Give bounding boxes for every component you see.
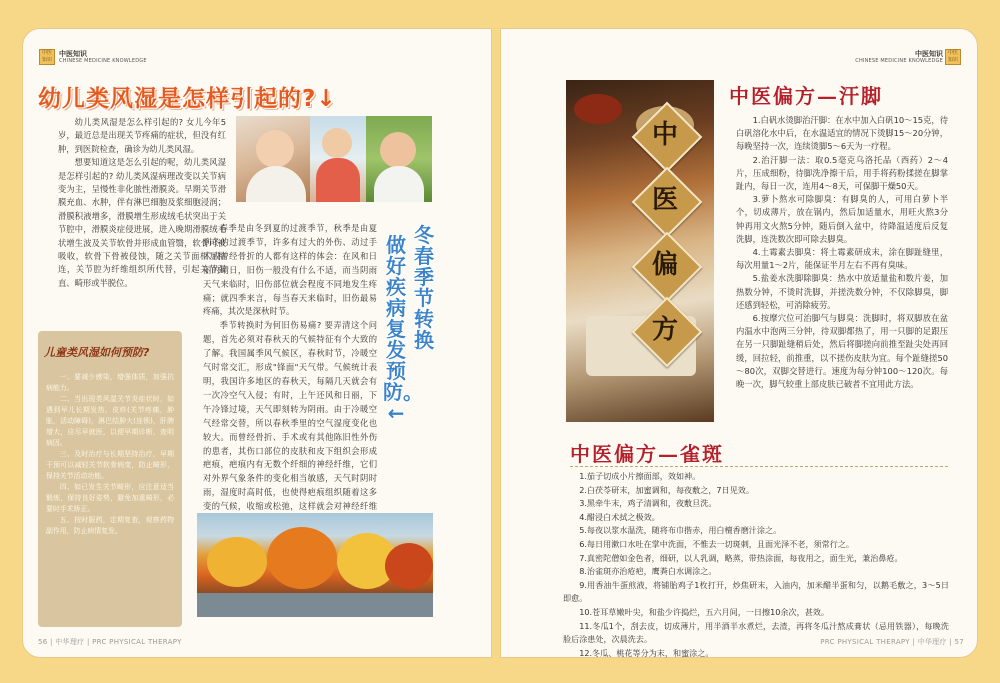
sidebar-paragraph: 二、当出现类风湿关节炎症状时，如遇到早儿长期发热，皮疹(关节疼痛，肿胀，活动障碍)，淋巴结肿大(连锁)，肝脾增大，应尽早就医，以便早期诊断，查明病因。 (46, 395, 174, 447)
child-photo-1 (236, 116, 316, 202)
tree-foliage (267, 527, 337, 589)
face-shape (256, 130, 294, 168)
recipe-item: 9.用香油牛蛋煎液，将铺胎鸡子1枚打开，炒焦研末，入油内，加米醋半蛋和匀，以鹅毛敷之，3～5日即愈。 (563, 579, 949, 604)
shirt-shape (246, 166, 306, 202)
recipe-item: 10.苍耳草嫩叶尖，和盐少许捣烂，五六月间，一日擦10余次，甚效。 (579, 606, 829, 617)
right-page-number: PRC PHYSICAL THERAPY | 中华理疗 | 57 (820, 638, 964, 646)
right-header-logo (945, 49, 961, 65)
sidebar-body (46, 372, 174, 537)
column2-paragraph-2: 季节转换时为何旧伤易痛? 要弄清这个问题，首先必须对春秋天的气候特征有个大致的了解。我国属季风气候区，春秋时节，冷暖空气时常交汇，形成"锋面"天气带。气候统计表明，我国许多地区的春秋天，每隔几天就会有一次冷空气入侵；有时，上午还风和日丽，下午冷锋过境，天气即刻转为阴雨。由于冷暖空气经常交替，所以春秋季里的空气湿度变化也较大。而曾经骨折、手术或有其他陈旧性外伤的患者，其伤口部位的皮肤和皮下组织会形成疤痕，疤痕内有无数个纤细的神经纤维，它们对外界气象条件的变化相当敏感，天气时阴时雨，湿度时高时低，也使得疤痕组织随着这多变的气候，收缩或松弛，这样就会对神经纤维 (203, 320, 377, 512)
sidebar-paragraph: 一、要减少感染，增强体质，加强抗病能力。 (46, 373, 174, 392)
face-shape (322, 128, 352, 158)
recipe-item: 2.白茯苓研末，加蜜调和，每夜敷之，7日见效。 (579, 484, 754, 495)
freckle-recipes (563, 470, 949, 660)
left-header-logo (39, 49, 55, 65)
vertical-title-char: 方 (651, 315, 678, 345)
section-title-sweaty-feet: 中医偏方—汗脚 (729, 84, 883, 108)
tree-foliage (385, 543, 433, 589)
intro-text (58, 116, 226, 290)
recipe-item: 1.白矾水烫脚治汗脚：在水中加入白矾10～15克，待白矾溶化水中后，在水温适宜的情况下烫脚15～20分钟，每晚坚持一次，连续烫脚5～6天为一疗程。 (736, 115, 948, 152)
intro-paragraph-1: 幼儿类风湿是怎么样引起的? 女儿今年5岁，最近总是出现关节疼痛的症状，但没有红肿，到医院检查，确诊为幼儿类风湿。 (58, 117, 226, 154)
recipe-item: 11.冬瓜1个，刮去皮，切成薄片，用半酒半水煮烂，去渣，再将冬瓜汁熬成膏状（忌用铁器），每晚洗脸后涂患处，次晨洗去。 (563, 620, 949, 645)
recipe-item: 7.真密陀僧如金色者，细研，以人乳调，略蒸，带热涂面，每夜用之，面生光，兼治鼻疮。 (579, 552, 903, 563)
slogan-line-2: 做好疾病复发预防。← (383, 233, 423, 425)
recipe-item: 5.盐姜水洗脚除脚臭：热水中放适量盐和数片姜，加热数分钟，不烫时洗脚，并搓洗数分钟，不仅除脚臭，脚还感到轻松，可消除疲劳。 (736, 273, 948, 310)
section-divider (570, 466, 948, 467)
recipe-item: 1.茄子切成小片擦面部，效如神。 (579, 471, 701, 481)
tree-foliage (207, 537, 267, 587)
intro-paragraph-2: 想要知道这是怎么引起的呢，幼儿类风湿是怎样引起的? 幼儿类风湿病理改变以关节病变为主，呈慢性非化脓性滑膜炎。早期关节滑膜充血、水肿，伴有淋巴细胞及浆细胞浸润；滑膜积液增多，滑膜增生形成绒毛状突出于关节腔中，滑膜炎症侵进展，进入晚期滑膜绒毛状增生波及关节软骨并形成血管翳，软骨可被吸收，软骨下骨被侵蚀，随之关节面相互粘连，关节腔为纤维组织所代替，引起关节强直、畸形或半脱位。 (58, 157, 226, 288)
sidebar-paragraph: 五、按时服药，定期复查，观察药物副作用，防止病情复发。 (46, 516, 174, 535)
recipe-item: 6.每日用漱口水吐在掌中洗面，不惟去一切斑刺，且面光泽不老，须常行之。 (579, 538, 855, 549)
left-header-en: CHINESE MEDICINE KNOWLEDGE (59, 58, 147, 64)
vertical-title-char: 医 (651, 185, 678, 215)
recipe-item: 2.治汗脚一法：取0.5毫克乌洛托品（西药）2～4片，压成细粉，待脚洗净擦干后，用手将药粉揉搓在脚掌趾内，每日一次，连用4～8天，可保脚干燥50天。 (736, 154, 948, 192)
article-column-2 (203, 222, 377, 528)
herb-pile (574, 94, 622, 124)
child-photo-3 (366, 116, 432, 202)
child-photo-2 (310, 116, 366, 202)
left-logo-text: 中医知识 (41, 50, 52, 63)
right-header (855, 51, 943, 65)
vertical-title-char: 偏 (651, 250, 678, 280)
slogan (382, 225, 442, 465)
recipe-item: 3.萝卜熬水可除脚臭：有脚臭的人，可用白萝卜半个，切成薄片，放在锅内，然后加适量水，用旺火熬3分钟再用文火熬5分钟，随后倒入盆中，待降温适度后反复洗脚，连洗数次即可除去脚臭。 (736, 194, 948, 244)
right-header-cn: 中医知识 (915, 50, 943, 58)
water-reflection (197, 593, 433, 617)
recipe-item: 4.醋浸白术拭之极效。 (579, 511, 660, 522)
recipe-item: 4.土霉素去脚臭：将土霉素研成末，涂在脚趾缝里，每次用量1～2片，能保证半月左右不再有臭味。 (736, 247, 948, 271)
left-page-number: 56 | 中华理疗 | PRC PHYSICAL THERAPY (38, 638, 182, 646)
sidebar-title: 儿童类风湿如何预防? (44, 346, 150, 359)
recipe-item: 6.按摩穴位可治脚气与脚臭：洗脚时，将双脚放在盆内温水中泡两三分钟，待双脚都热了，用一只脚的足跟压在另一只脚趾缝稍后处，然后将脚搓向前推至趾尖处再回缓，回拉轻，前推重，以不搓伤皮肤为宜。每个趾缝搓50～80次，双脚交替进行。速度为每分钟100～120次。每晚一次，脚气较重上部皮肤已破者不宜用此方法。 (736, 313, 948, 390)
recipe-item: 3.黑牵牛末，鸡子清调和，夜敷旦洗。 (579, 498, 717, 509)
vertical-title-char: 中 (651, 120, 678, 150)
recipe-item: 5.每夜以浆水温洗，随将布巾揩赤，用白檀香磨汁涂之。 (579, 525, 782, 536)
sweaty-feet-recipes (736, 114, 948, 391)
shirt-shape (374, 166, 424, 202)
left-header-cn: 中医知识 (59, 50, 87, 58)
face-shape (380, 132, 416, 168)
prevention-sidebar (38, 331, 182, 627)
sidebar-paragraph: 四、如已发生关节畸形，应注意适当锻炼，保持良好姿势，避免加重畸形，必要时手术矫正。 (46, 483, 174, 513)
recipe-item: 8.治雀斑亦治疮疤，鹰粪白水调涂之。 (579, 566, 717, 577)
section-title-freckles: 中医偏方—雀斑 (570, 442, 724, 466)
slogan-line-1: 冬春季节转换 (414, 223, 434, 352)
column2-paragraph-1: 春季是由冬到夏的过渡季节，秋季是由夏到冬的过渡季节，许多有过大的外伤、动过手术或曾经骨折的人都有这样的体会：在风和日丽的晴日，旧伤一般没有什么不适，而当阴雨天气来临时，旧伤部位就会程度不同地发生疼痛；就四季来言，每当春天来临时，旧伤最易疼痛，其次是深秋时节。 (203, 223, 377, 317)
right-header-en: CHINESE MEDICINE KNOWLEDGE (855, 58, 943, 64)
article-title: 幼儿类风湿是怎样引起的?↓ (38, 86, 337, 112)
left-header (59, 51, 147, 65)
recipe-item: 12.冬瓜、桃花等分为末，和蜜涂之。 (579, 647, 714, 658)
autumn-trees-photo (197, 513, 433, 617)
shirt-shape (316, 158, 360, 202)
right-logo-text: 中医知识 (947, 50, 958, 63)
sidebar-paragraph: 三、及时治疗与长期坚持治疗，早期干预可以减轻关节软骨病变，防止畸形，保持关节活动功能。 (46, 450, 174, 480)
